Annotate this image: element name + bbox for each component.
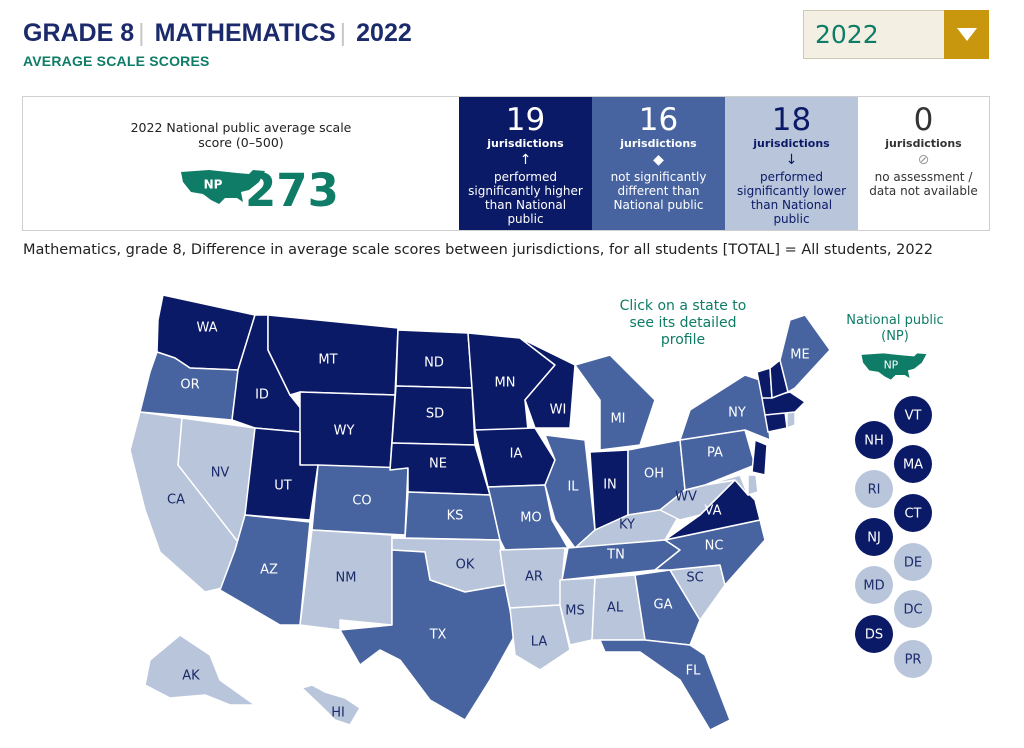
- state-ny[interactable]: [680, 375, 770, 440]
- category-description: performed significantly higher than National public: [468, 170, 583, 226]
- category-not-different: [592, 97, 725, 230]
- state-label-wi: WI: [549, 402, 567, 418]
- state-label-la: LA: [530, 634, 548, 650]
- state-ks[interactable]: [405, 492, 500, 540]
- category-unit: jurisdictions: [487, 137, 564, 150]
- arrow-up-icon: ↑: [519, 152, 532, 168]
- state-hi[interactable]: [302, 685, 360, 725]
- state-marker-ma[interactable]: [894, 445, 932, 483]
- state-de[interactable]: [748, 475, 758, 495]
- state-label-mo: MO: [520, 510, 542, 526]
- state-marker-label-ma: MA: [902, 457, 924, 473]
- dropdown-toggle-button[interactable]: [944, 10, 989, 59]
- state-label-mn: MN: [494, 375, 516, 391]
- state-mi[interactable]: [575, 355, 655, 450]
- state-label-wy: WY: [333, 423, 355, 439]
- state-label-ny: NY: [728, 405, 746, 421]
- state-marker-pr[interactable]: [894, 640, 932, 678]
- state-label-nc: NC: [704, 538, 724, 554]
- state-marker-label-ct: CT: [904, 506, 922, 522]
- state-label-nm: NM: [335, 570, 357, 586]
- np-badge: NP: [203, 177, 223, 192]
- state-label-co: CO: [352, 493, 372, 509]
- state-marker-label-md: MD: [863, 578, 885, 594]
- state-label-mi: MI: [610, 411, 626, 427]
- diamond-icon: ◆: [653, 152, 664, 168]
- state-marker-de[interactable]: [894, 543, 932, 581]
- state-label-nd: ND: [424, 355, 444, 371]
- category-count: 18: [771, 102, 812, 138]
- state-mt[interactable]: [268, 315, 398, 395]
- state-marker-label-nh: NH: [864, 433, 884, 449]
- state-marker-ct[interactable]: [894, 494, 932, 532]
- state-marker-label-dc: DC: [903, 602, 923, 618]
- category-higher: [459, 97, 592, 230]
- state-label-ks: KS: [446, 508, 464, 524]
- state-la[interactable]: [510, 605, 570, 670]
- category-unit: jurisdictions: [620, 137, 697, 150]
- state-marker-ri[interactable]: [855, 470, 893, 508]
- state-label-sd: SD: [425, 406, 445, 422]
- category-unit: jurisdictions: [885, 137, 962, 150]
- state-marker-nj[interactable]: [855, 518, 893, 556]
- state-marker-label-pr: PR: [904, 652, 922, 668]
- state-sd[interactable]: [392, 386, 475, 445]
- state-label-ak: AK: [182, 668, 200, 684]
- no-symbol-icon: ⊘: [917, 152, 930, 168]
- state-label-tn: TN: [607, 547, 625, 563]
- state-label-ia: IA: [509, 446, 523, 462]
- state-marker-label-ri: RI: [867, 482, 881, 498]
- state-label-or: OR: [180, 377, 200, 393]
- map-caption: Mathematics, grade 8, Difference in average scale scores between jurisdictions, for all students [TOTAL] = All students, 2022: [23, 242, 934, 258]
- year-label: 2022: [356, 18, 412, 47]
- np-legend-badge: NP: [883, 358, 899, 372]
- np-legend-label: National public (NP): [846, 313, 944, 344]
- arrow-down-icon: ↓: [785, 152, 798, 168]
- category-no-assessment: [858, 97, 989, 230]
- category-unit: jurisdictions: [753, 137, 830, 150]
- state-ar[interactable]: [500, 548, 565, 608]
- state-label-hi: HI: [331, 705, 345, 721]
- state-ia[interactable]: [475, 428, 555, 487]
- state-label-nv: NV: [210, 465, 230, 481]
- category-description: not significantly different than National public: [610, 170, 707, 212]
- category-count: 19: [505, 102, 546, 138]
- state-label-id: ID: [255, 387, 269, 403]
- state-ak[interactable]: [145, 635, 255, 705]
- click-instruction: Click on a state to see its detailed profile: [619, 298, 747, 348]
- state-co[interactable]: [312, 465, 408, 535]
- state-marker-label-nj: NJ: [867, 530, 881, 546]
- state-nd[interactable]: [396, 330, 472, 388]
- np-legend-map-icon[interactable]: [860, 348, 928, 388]
- state-ri[interactable]: [787, 412, 795, 428]
- state-wy[interactable]: [300, 392, 395, 470]
- subject-label: MATHEMATICS: [154, 18, 336, 47]
- np-score-label: 2022 National public average scale score (0–500): [130, 120, 352, 150]
- category-count: 16: [638, 102, 679, 138]
- state-marker-md[interactable]: [855, 566, 893, 604]
- page-title: [23, 15, 412, 51]
- state-label-pa: PA: [707, 445, 723, 461]
- np-score-value: 273: [245, 164, 339, 217]
- state-label-ok: OK: [455, 557, 475, 573]
- state-me[interactable]: [780, 315, 830, 392]
- state-label-ut: UT: [274, 478, 292, 494]
- year-dropdown[interactable]: [803, 10, 989, 59]
- state-marker-dc[interactable]: [894, 590, 932, 628]
- state-label-ga: GA: [653, 597, 673, 613]
- state-label-al: AL: [606, 600, 624, 616]
- year-dropdown-value: 2022: [815, 20, 879, 49]
- grade-label: GRADE 8: [23, 18, 135, 47]
- state-fl[interactable]: [600, 640, 730, 730]
- state-nj[interactable]: [752, 440, 767, 475]
- category-count: 0: [913, 102, 934, 138]
- summary-panel: [22, 96, 990, 231]
- state-label-wa: WA: [196, 320, 218, 336]
- state-marker-label-de: DE: [903, 555, 923, 571]
- state-marker-label-vt: VT: [904, 408, 922, 424]
- state-label-fl: FL: [685, 663, 701, 679]
- state-marker-vt[interactable]: [894, 396, 932, 434]
- state-nm[interactable]: [300, 530, 392, 630]
- state-label-ca: CA: [167, 492, 185, 508]
- title-separator: |: [339, 18, 347, 47]
- state-label-sc: SC: [686, 570, 704, 586]
- category-lower: [725, 97, 858, 230]
- state-label-wv: WV: [675, 489, 697, 505]
- state-label-oh: OH: [643, 466, 665, 482]
- state-label-ne: NE: [429, 456, 447, 472]
- small-state-markers: [855, 396, 932, 678]
- state-label-in: IN: [603, 477, 617, 493]
- state-label-ky: KY: [618, 517, 636, 533]
- state-label-ms: MS: [565, 603, 585, 619]
- triangle-down-icon: [957, 28, 977, 41]
- state-label-il: IL: [567, 479, 579, 495]
- state-label-me: ME: [790, 347, 810, 363]
- state-marker-ds[interactable]: [855, 615, 893, 653]
- category-description: no assessment / data not available: [869, 170, 978, 198]
- state-label-ar: AR: [525, 569, 543, 585]
- page-subtitle: AVERAGE SCALE SCORES: [23, 53, 210, 69]
- national-public-summary: [23, 97, 459, 230]
- state-marker-nh[interactable]: [855, 421, 893, 459]
- state-label-tx: TX: [429, 627, 447, 643]
- state-marker-label-ds: DS: [864, 627, 884, 643]
- state-label-mt: MT: [318, 352, 338, 368]
- state-label-va: VA: [704, 503, 722, 519]
- category-description: performed significantly lower than National public: [736, 170, 847, 226]
- title-separator: |: [138, 18, 145, 47]
- state-label-az: AZ: [260, 562, 278, 578]
